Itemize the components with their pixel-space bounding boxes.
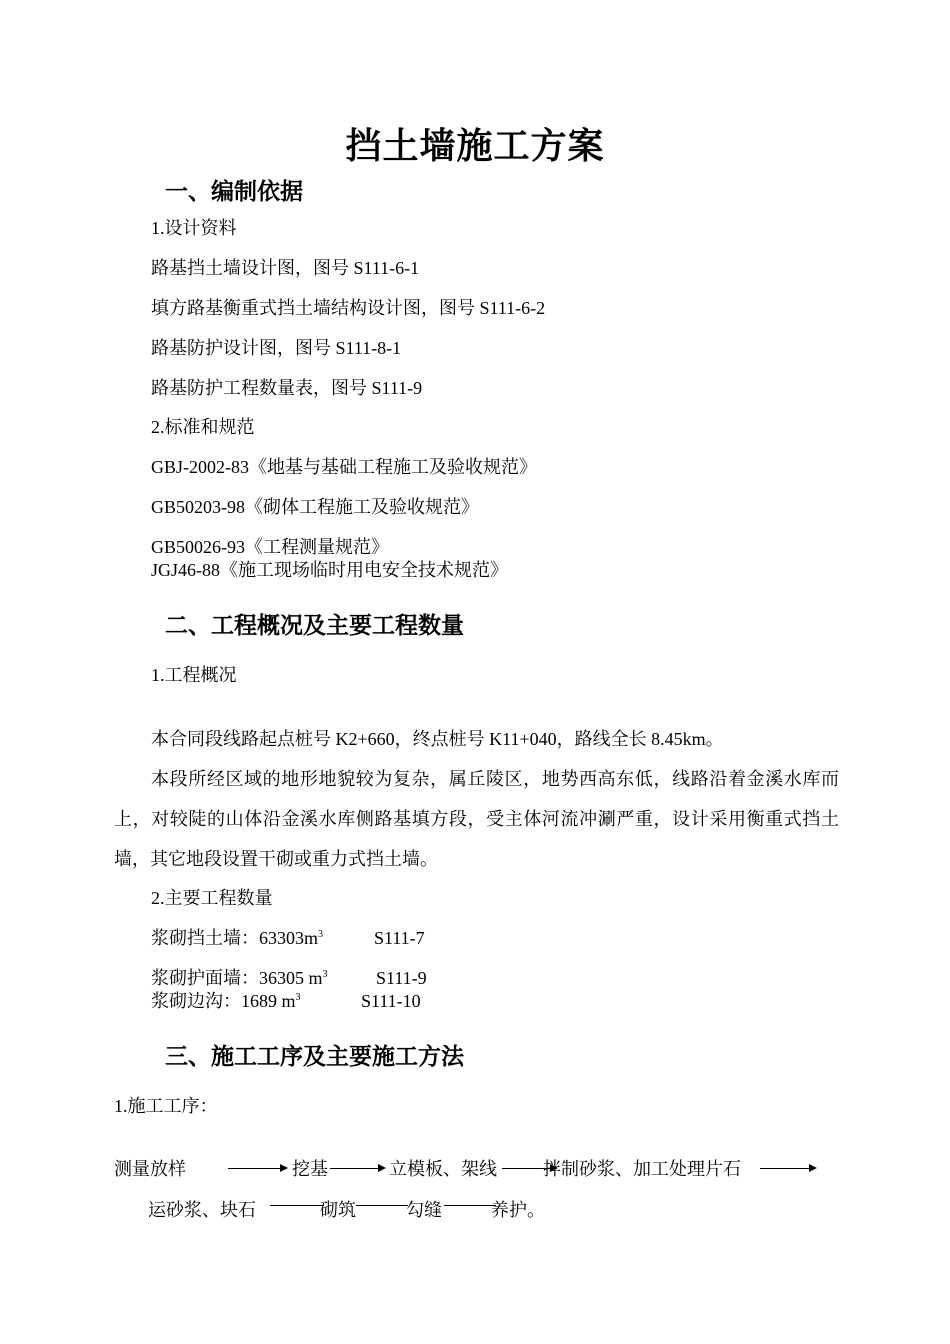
flow-step: 测量放样 (114, 1159, 186, 1179)
design-item: 路基防护设计图，图号 S111-8-1 (151, 338, 402, 358)
subheading-standards: 2.标准和规范 (151, 417, 255, 437)
design-item: 路基挡土墙设计图，图号 S111-6-1 (151, 258, 420, 278)
flow-step: 养护。 (491, 1200, 545, 1220)
design-item: 路基防护工程数量表，图号 S111-9 (151, 378, 423, 398)
arrow-right-icon (228, 1168, 286, 1169)
quantity-ref: S111-9 (376, 968, 427, 988)
flow-connector (356, 1205, 408, 1206)
document-title: 挡土墙施工方案 (345, 126, 605, 167)
flow-step: 运砂浆、块石 (148, 1200, 256, 1220)
flow-step: 拌制砂浆、加工处理片石 (543, 1159, 741, 1179)
standard-item: GB50026-93《工程测量规范》 (151, 537, 389, 557)
quantity-label: 浆砌挡土墙：$63303m^3$ (151, 928, 324, 948)
flow-connector (444, 1205, 496, 1206)
quantity-ref: S111-10 (361, 991, 421, 1011)
arrow-right-icon (760, 1168, 815, 1169)
standard-item: GB50203-98《砌体工程施工及验收规范》 (151, 497, 479, 517)
subheading-overview: 1.工程概况 (151, 665, 237, 685)
design-item: 填方路基衡重式挡土墙结构设计图，图号 S111-6-2 (151, 298, 546, 318)
standard-item: GBJ-2002-83《地基与基础工程施工及验收规范》 (151, 457, 537, 477)
subheading-procedure: 1.施工工序： (114, 1096, 218, 1116)
arrow-right-icon (330, 1168, 384, 1169)
overview-line: 本合同段线路起点桩号 K2+660，终点桩号 K11+040，路线全长 8.45km。 (151, 729, 724, 749)
quantity-label: 浆砌边沟：1689 $m^3$ (151, 991, 301, 1011)
flow-connector (270, 1205, 324, 1206)
quantity-label: 浆砌护面墙：36305 $m^3$ (151, 968, 328, 988)
section-heading-basis: 一、编制依据 (165, 179, 303, 205)
standard-item: JGJ46-88《施工现场临时用电安全技术规范》 (151, 560, 509, 580)
section-heading-procedures: 三、施工工序及主要施工方法 (165, 1044, 464, 1070)
subheading-design-docs: 1.设计资料 (151, 218, 237, 238)
subheading-quantities: 2.主要工程数量 (151, 888, 273, 908)
flow-step: 立模板、架线 (389, 1159, 497, 1179)
flow-step: 勾缝 (406, 1200, 442, 1220)
flow-step: 挖基 (292, 1159, 328, 1179)
flow-step: 砌筑 (320, 1200, 356, 1220)
quantity-ref: S111-7 (374, 928, 425, 948)
overview-paragraph: 本段所经区域的地形地貌较为复杂，属丘陵区，地势西高东低，线路沿着金溪水库而上，对较陡的山体沿金溪水库侧路基填方段，受主体河流冲涮严重，设计采用衡重式挡土墙，其它地段设置干砌或重力式挡土墙。 (114, 769, 839, 869)
section-heading-overview: 二、工程概况及主要工程数量 (165, 613, 464, 639)
